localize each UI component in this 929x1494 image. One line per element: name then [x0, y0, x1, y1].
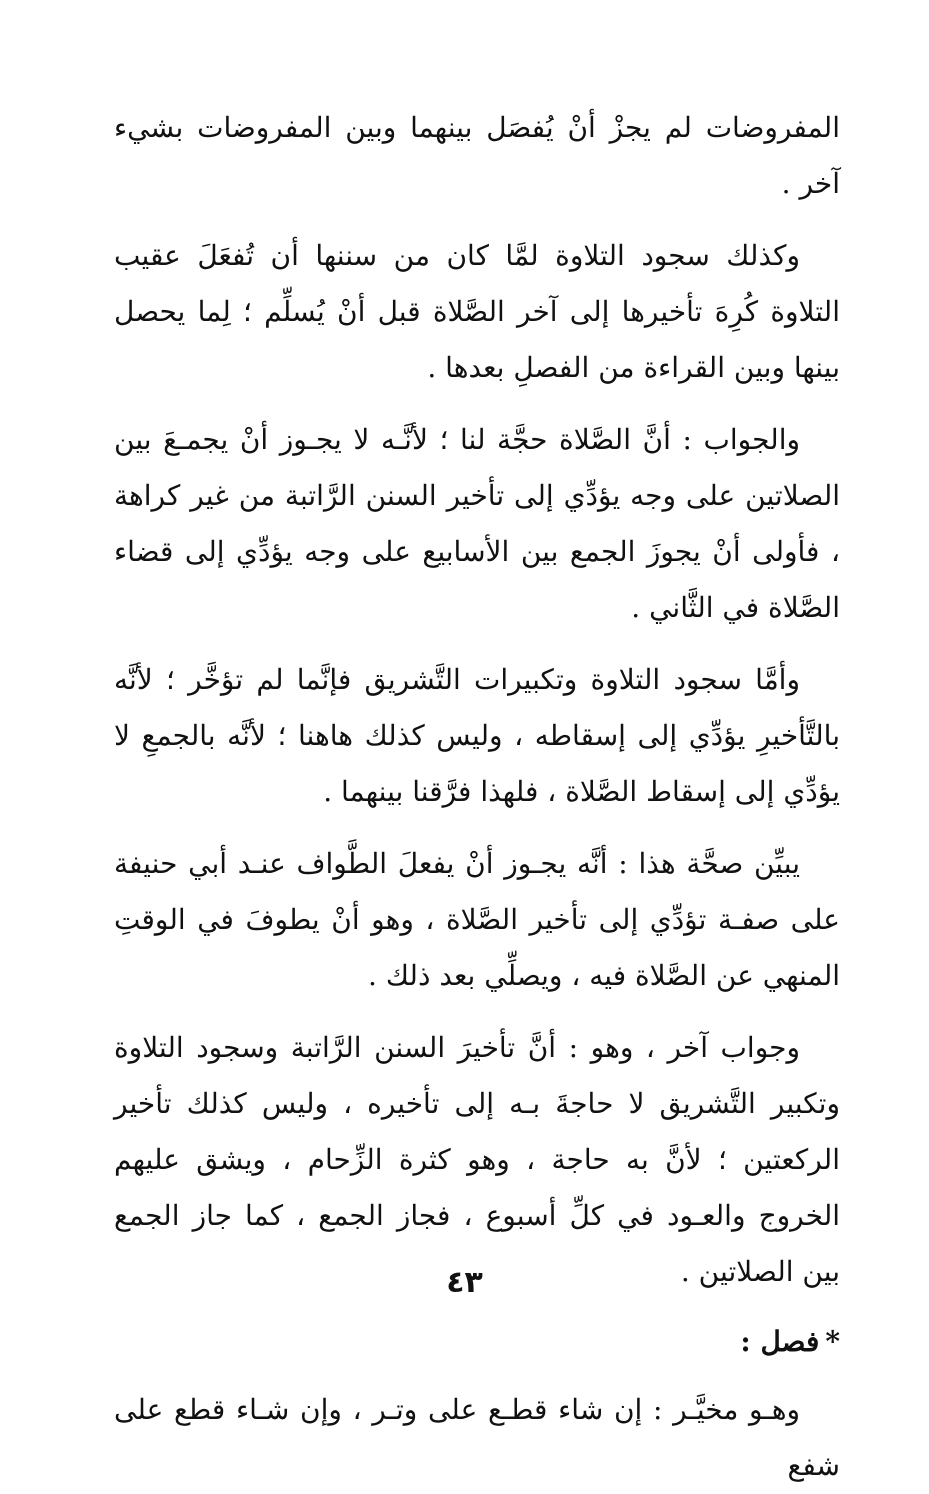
star-icon: *: [825, 1325, 840, 1358]
page-number: ٤٣: [446, 1265, 483, 1300]
section-heading: [114, 1316, 840, 1368]
paragraph-3: والجواب : أنَّ الصَّلاة حجَّة لنا ؛ لأنَّـه لا يجـوز أنْ يجمـعَ بين الصلاتين على وجه يؤدِّي إلى تأخير السنن الرَّاتبة من غير كراهة ، فأولى أنْ يجوزَ الجمع بين الأسابيع على وجه يؤدِّي إلى قضاء الصَّلاة في الثَّاني .: [114, 423, 840, 624]
section-heading-label: فصل :: [740, 1325, 820, 1358]
paragraph-5: يبيِّن صحَّة هذا : أنَّه يجـوز أنْ يفعلَ الطَّواف عنـد أبي حنيفة على صفـة تؤدِّي إلى تأخير الصَّلاة ، وهو أنْ يطوفَ في الوقتِ المنهي عن الصَّلاة فيه ، ويصلِّي بعد ذلك .: [114, 847, 840, 992]
paragraph-6: وجواب آخر ، وهو : أنَّ تأخيرَ السنن الرَّاتبة وسجود التلاوة وتكبير التَّشريق لا حاجةَ بـه إلى تأخيره ، وليس كذلك تأخير الركعتين ؛ لأنَّ به حاجة ، وهو كثرة الزِّحام ، ويشق عليهم الخروج والعـود في كلِّ أسبوع ، فجاز الجمع ، كما جاز الجمع بين الصلاتين .: [114, 1031, 840, 1288]
document-page: [114, 100, 840, 1482]
paragraph-1: المفروضات لم يجزْ أنْ يُفصَل بينهما وبين المفروضات بشيء آخر .: [114, 111, 840, 200]
paragraph-2: وكذلك سجود التلاوة لمَّا كان من سننها أن تُفعَلَ عقيب التلاوة كُرِهَ تأخيرها إلى آخر الصَّلاة قبل أنْ يُسلِّم ؛ لِما يحصل بينها وبين القراءة من الفصلِ بعدها .: [114, 239, 840, 384]
paragraph-7: وهـو مخيَّـر : إن شاء قطـع على وتـر ، وإن شـاء قطع على شفع: [114, 1393, 840, 1482]
paragraph-4: وأمَّا سجود التلاوة وتكبيرات التَّشريق فإنَّما لم تؤخَّر ؛ لأنَّه بالتَّأخيرِ يؤدِّي إلى إسقاطه ، وليس كذلك هاهنا ؛ لأنَّه بالجمعِ لا يؤدِّي إلى إسقاط الصَّلاة ، فلهذا فرَّقنا بينهما .: [114, 663, 840, 808]
